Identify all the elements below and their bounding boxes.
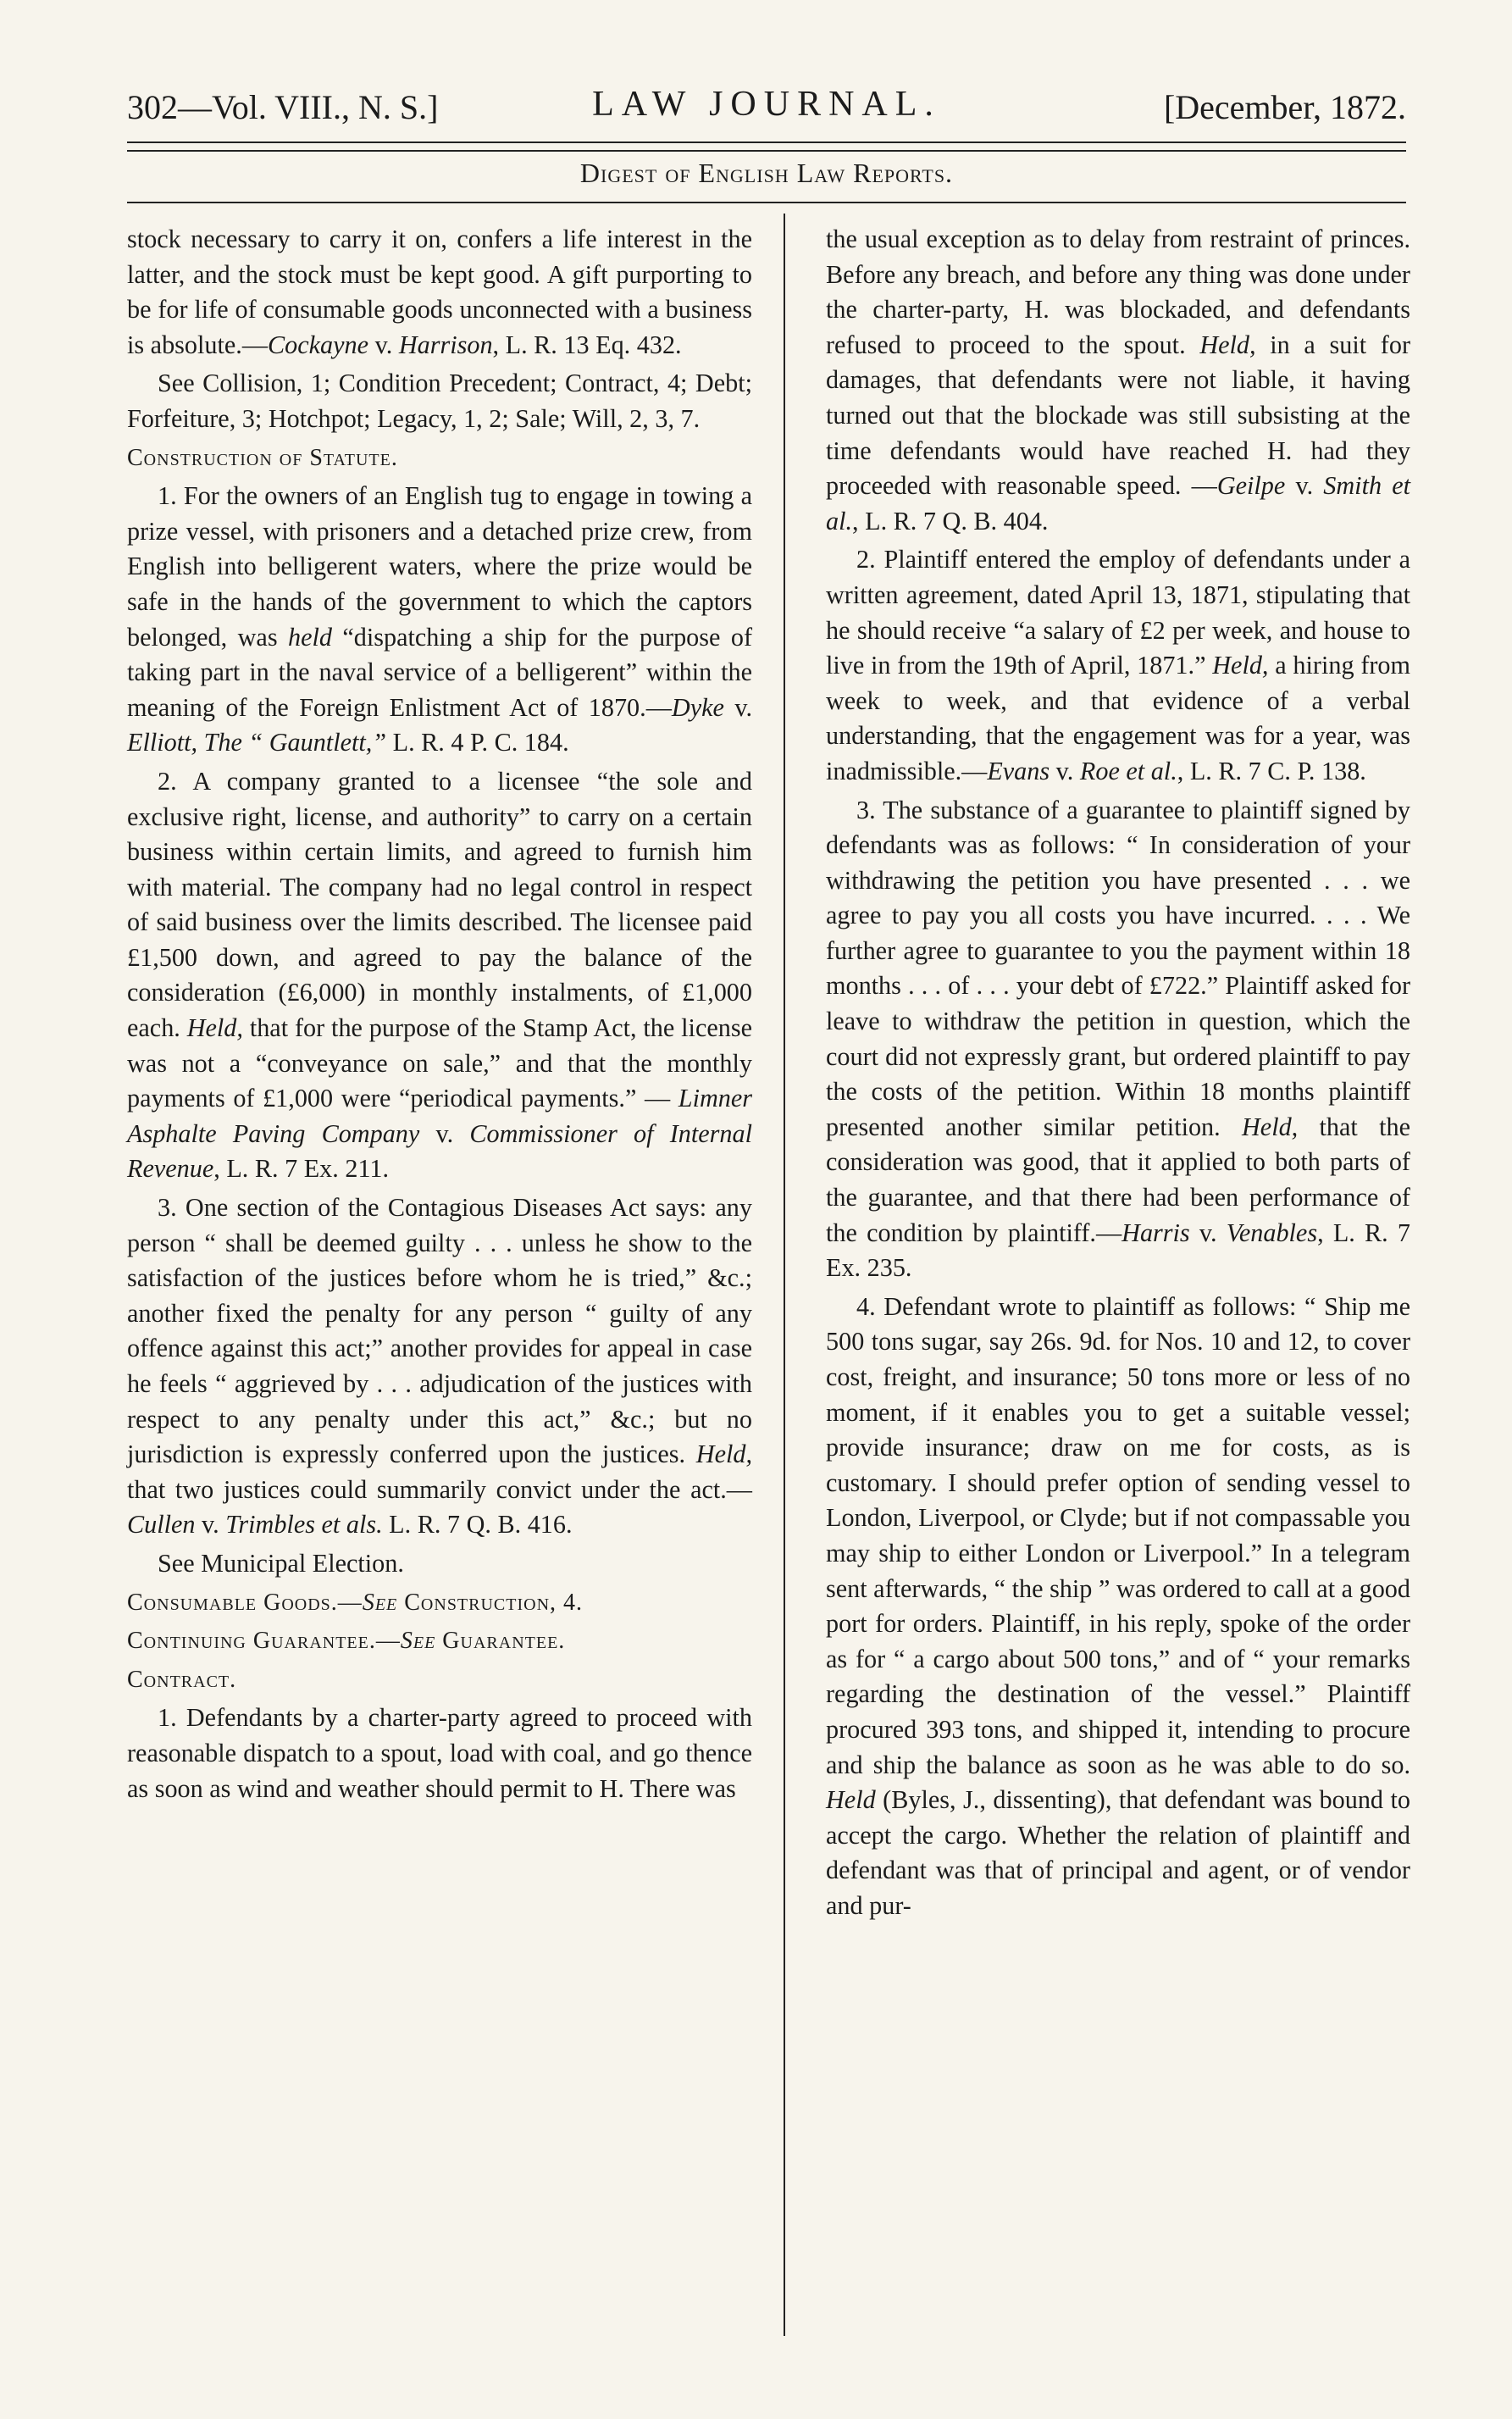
running-head: [127, 80, 1406, 131]
paragraph-construction-2: 2. A company granted to a licensee “the sole and exclusive right, license, and authority” to carry on a certain business within certain limits, and agreed to furnish him with material. The company had no legal control in respect of said business over the limits described. The licensee paid £1,500 down, and agreed to pay the balance of the consideration (£6,000) in monthly instalments, of £1,000 each. Held, that for the purpose of the Stamp Act, the license was not a “conveyance on sale,” and that the monthly payments of £1,000 were “periodical payments.” — Limner Asphalte Paving Company v. Commissioner of Internal Revenue, L. R. 7 Ex. 211.: [127, 766, 753, 1184]
case-name: Commissioner of Internal Revenue: [127, 1118, 753, 1184]
case-name: Geilpe: [1216, 471, 1286, 501]
heading-construction-of-statute: Construction of Statute.: [127, 444, 398, 471]
citation: L. R. 4 P. C. 184.: [386, 728, 569, 757]
right-column: [826, 222, 1410, 1928]
section-rule: [127, 202, 1406, 203]
header-double-rule: [127, 141, 1406, 152]
citation: L. R. 7 Q. B. 416.: [382, 1510, 573, 1540]
column-divider: [784, 214, 785, 2336]
citation: , L. R. 7 Q. B. 404.: [852, 506, 1049, 535]
see-also-entry: See Municipal Election.: [158, 1548, 404, 1578]
case-name: Cockayne: [268, 330, 369, 359]
case-name: Limner Asphalte Paving Company: [127, 1084, 752, 1148]
case-name: Roe et al.: [1079, 756, 1177, 785]
see-also-entry: See Collision, 1; Condition Precedent; Contract, 4; Debt; Forfeiture, 3; Hotchpot; Legacy, 1, 2; Sale; Will, 2, 3, 7.: [127, 369, 752, 433]
citation: , L. R. 7 Ex. 235.: [826, 1218, 1410, 1283]
paragraph-contract-1-start: 1. Defendants by a charter-party agreed to proceed with reasonable dispatch to a spout, load with coal, and go thence as soon as wind and weather should permit to H. There was: [127, 1703, 752, 1803]
journal-title: LAW JOURNAL.: [592, 85, 941, 124]
paragraph-contract-4: 4. Defendant wrote to plaintiff as follows: “ Ship me 500 tons sugar, say 26s. 9d. for Nos. 10 and 12, to cover cost, freight, and insurance; 50 tons more or less of no moment, if it enables you to get a suitable vessel; provide insurance; draw on me for costs, as is customary. I should prefer option of sending vessel to London, Liverpool, or Clyde; but if not compassable you may ship to either London or Liverpool.” In a telegram sent afterwards, “ the ship ” was ordered to call at a good port for orders. Plaintiff, in his reply, spoke of the order as for “ a cargo about 500 tons,” and of “ your remarks regarding the destination of the vessel.” Plaintiff procured 393 tons, and shipped it, intending to procure and ship the balance as soon as he was able to do so. Held (Byles, J., dissenting), that defendant was bound to accept the cargo. Whether the relation of plaintiff and defendant was that of principal and agent, or of vendor and pur-: [826, 1291, 1410, 1920]
case-name: Elliott, The “ Gauntlett,”: [127, 728, 387, 757]
paragraph-construction-1: 1. For the owners of an English tug to engage in towing a prize vessel, with prisoners and a detached prize crew, from English into belligerent waters, where the prize would be safe in the hands of the government to which the captors belonged, was held “dispatching a ship for the purpose of taking part in the naval service of a belligerent” within the meaning of the Foreign Enlistment Act of 1870.—Dyke v. Elliott, The “ Gauntlett,” L. R. 4 P. C. 184.: [127, 481, 753, 757]
case-name: Dyke: [671, 692, 724, 722]
left-column: [127, 222, 752, 1810]
case-name: Venables: [1226, 1218, 1318, 1247]
paragraph-cockayne: stock necessary to carry it on, confers a life interest in the latter, and the stock must be kept good. A gift purporting to be for life of consumable goods unconnected with a business is absolute.—Cockayne v. Harrison, L. R. 13 Eq. 432.: [127, 225, 752, 359]
citation: , L. R. 13 Eq. 432.: [492, 330, 682, 359]
paragraph-contract-1-continued: the usual exception as to delay from restraint of princes. Before any breach, and before any thing was done under the charter-party, H. was blockaded, and defendants refused to proceed to the spout. Held, in a suit for damages, that defendants were not liable, it having turned out that the blockade was still subsisting at the time defendants would have reached H. had they proceeded with reasonable speed. —Geilpe v. Smith et al., L. R. 7 Q. B. 404.: [826, 225, 1410, 535]
citation: , L. R. 7 Ex. 211.: [213, 1154, 390, 1184]
case-name: Smith et al.: [826, 471, 1410, 535]
case-name: Cullen: [127, 1510, 196, 1540]
case-name: Harrison: [398, 330, 493, 359]
citation: , L. R. 7 C. P. 138.: [1177, 756, 1366, 785]
issue-date: [December, 1872.: [1163, 88, 1406, 126]
paragraph-contract-3: 3. The substance of a guarantee to plaintiff signed by defendants was as follows: “ In consideration of your withdrawing the petition you have presented . . . we agree to pay you all costs you have incurred. . . . We further agree to guarantee to you the payment within 18 months . . . of . . . your debt of £722.” Plaintiff asked for leave to withdraw the petition in question, which the court did not expressly grant, but ordered plaintiff to pay the costs of the petition. Within 18 months plaintiff presented another similar petition. Held, that the consideration was good, that it applied to both parts of the guarantee, and that there had been performance of the condition by plaintiff.—Harris v. Venables, L. R. 7 Ex. 235.: [826, 795, 1410, 1283]
case-name: Evans: [987, 756, 1050, 785]
heading-consumable-goods: Consumable Goods.—See Construction, 4.: [127, 1589, 584, 1616]
paragraph-construction-3: 3. One section of the Contagious Diseases Act says: any person “ shall be deemed guilty . . . unless he show to the satisfaction of the justices before whom he is tried,” &c.; another fixed the penalty for any person “ guilty of any offence against this act;” another provides for appeal in case he feels “ aggrieved by . . . adjudication of the justices with respect to any penalty under this act,” &c.; but no jurisdiction is expressly conferred upon the justices. Held, that two justices could summarily convict under the act.—Cullen v. Trimbles et als. L. R. 7 Q. B. 416.: [127, 1193, 752, 1540]
paragraph-contract-2: 2. Plaintiff entered the employ of defendants under a written agreement, dated April 13, 1871, stipulating that he should receive “a salary of £2 per week, and house to live in from the 19th of April, 1871.” Held, a hiring from week to week, and that evidence of a verbal understanding, that the engagement was for a year, was inadmissible.—Evans v. Roe et al., L. R. 7 C. P. 138.: [826, 545, 1410, 785]
heading-continuing-guarantee: Continuing Guarantee.—See Guarantee.: [127, 1628, 566, 1655]
heading-contract: Contract.: [127, 1666, 237, 1693]
volume-page-label: 302—Vol. VIII., N. S.]: [127, 88, 439, 126]
case-name: Harris: [1122, 1218, 1190, 1247]
section-title: Digest of English Law Reports.: [579, 158, 954, 188]
case-name: Trimbles et als.: [225, 1510, 383, 1540]
